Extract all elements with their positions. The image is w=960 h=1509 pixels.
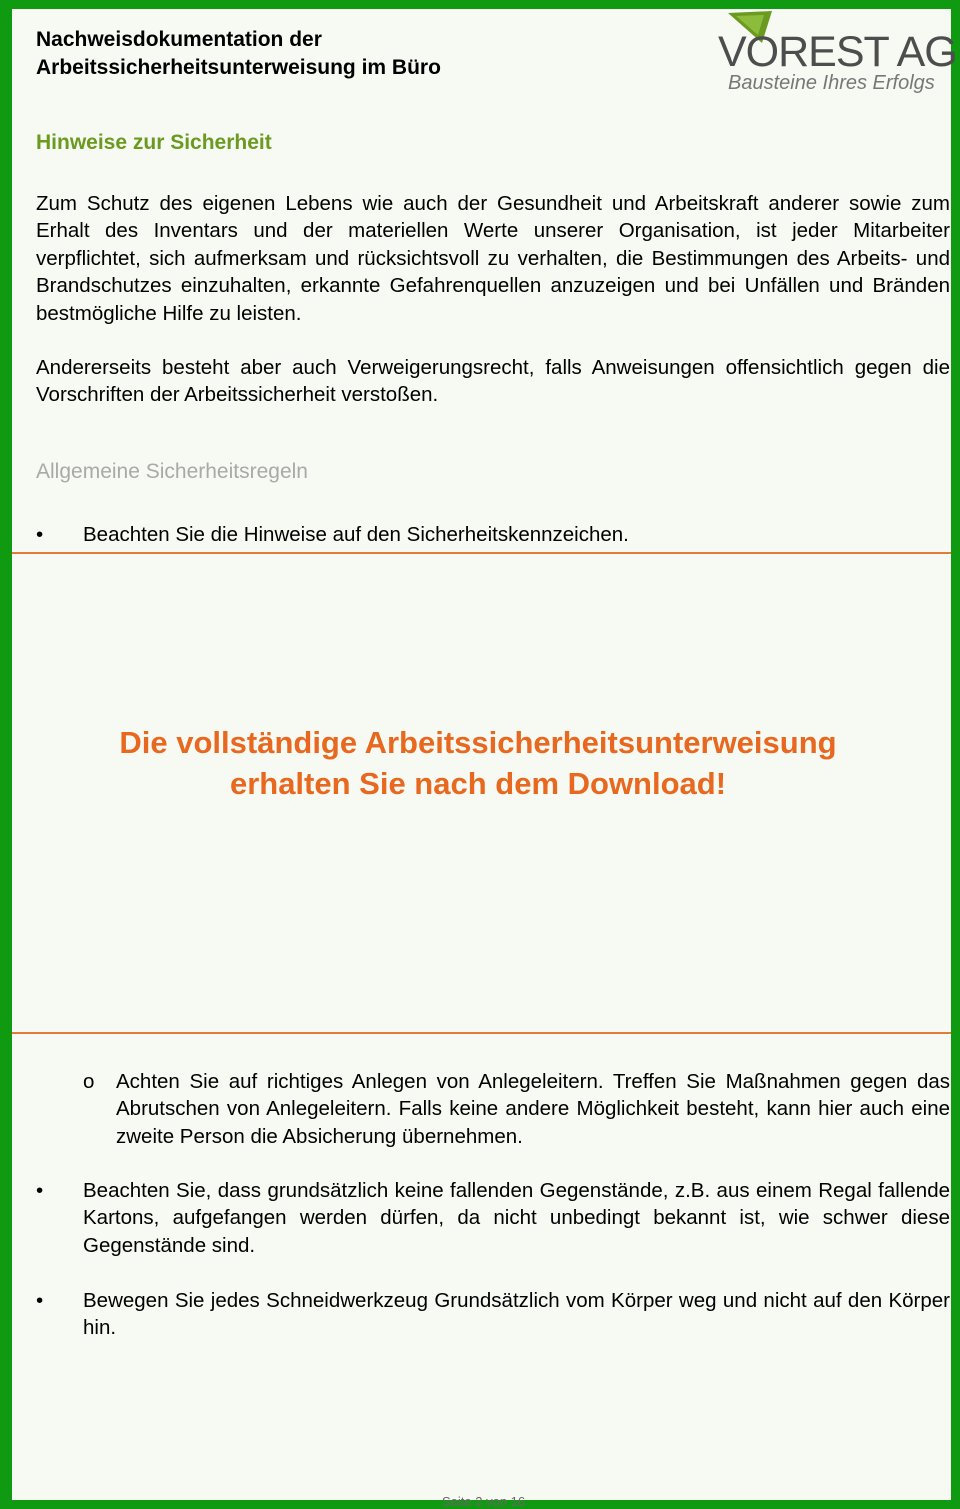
list-item-text: Beachten Sie, dass grundsätzlich keine fallenden Gegenstände, z.B. aus einem Regal fallende Kartons, aufgefangen werden dürfen, da nicht unbedingt bekannt ist, wie schwer diese Gegenstände sind. (83, 1179, 950, 1257)
document-title-line-2: Arbeitssicherheitsunterweisung im Büro (36, 56, 441, 79)
subheading-general-rules: Allgemeine Sicherheitsregeln (36, 460, 308, 483)
section-heading: Hinweise zur Sicherheit (36, 131, 272, 154)
bullet-icon: • (36, 523, 44, 546)
banner-line-1: Die vollständige Arbeitssicherheitsunterweisung (119, 725, 837, 760)
document-title-line-1: Nachweisdokumentation der (36, 28, 322, 51)
sub-bullet-icon: o (83, 1070, 95, 1093)
logo-tagline: Bausteine Ihres Erfolgs (728, 72, 935, 94)
paragraph-safety-duties: Zum Schutz des eigenen Lebens wie auch der Gesundheit und Arbeitskraft anderer sowie zum Erhalt des Inventars und der materiellen Werte unserer Organisation, ist jeder Mitarbeiter verpflichtet, sich aufmerksam und rücksichtsvoll zu verhalten, die Bestimmungen des Arbeits- und Brandschutzes einzuhalten, erkannte Gefahrenquellen anzuzeigen und bei Unfällen und Bränden bestmögliche Hilfe zu leisten. (36, 192, 950, 325)
page-number: Seite 2 von 16 (442, 1494, 526, 1509)
bullet-icon: • (36, 1289, 44, 1312)
list-item-text: Bewegen Sie jedes Schneidwerkzeug Grundsätzlich vom Körper weg und nicht auf den Körper hin. (83, 1289, 950, 1340)
download-banner (12, 722, 944, 804)
company-logo (718, 9, 958, 104)
bullet-icon: • (36, 1179, 44, 1202)
banner-line-2: erhalten Sie nach dem Download! (229, 766, 727, 801)
list-item-text: Beachten Sie die Hinweise auf den Sicherheitskennzeichen. (83, 523, 629, 546)
document-page (12, 9, 957, 1509)
sub-list-item-text: Achten Sie auf richtiges Anlegen von Anlegeleitern. Treffen Sie Maßnahmen gegen das Abrutschen von Anlegeleitern. Falls keine andere Möglichkeit besteht, kann hier auch eine zweite Person die Absicherung übernehmen. (116, 1070, 950, 1148)
paragraph-refusal-right: Andererseits besteht aber auch Verweigerungsrecht, falls Anweisungen offensichtlich gegen die Vorschriften der Arbeitssicherheit verstoßen. (36, 356, 950, 407)
document-title (36, 26, 441, 82)
logo-name: VOREST AG (718, 28, 957, 76)
